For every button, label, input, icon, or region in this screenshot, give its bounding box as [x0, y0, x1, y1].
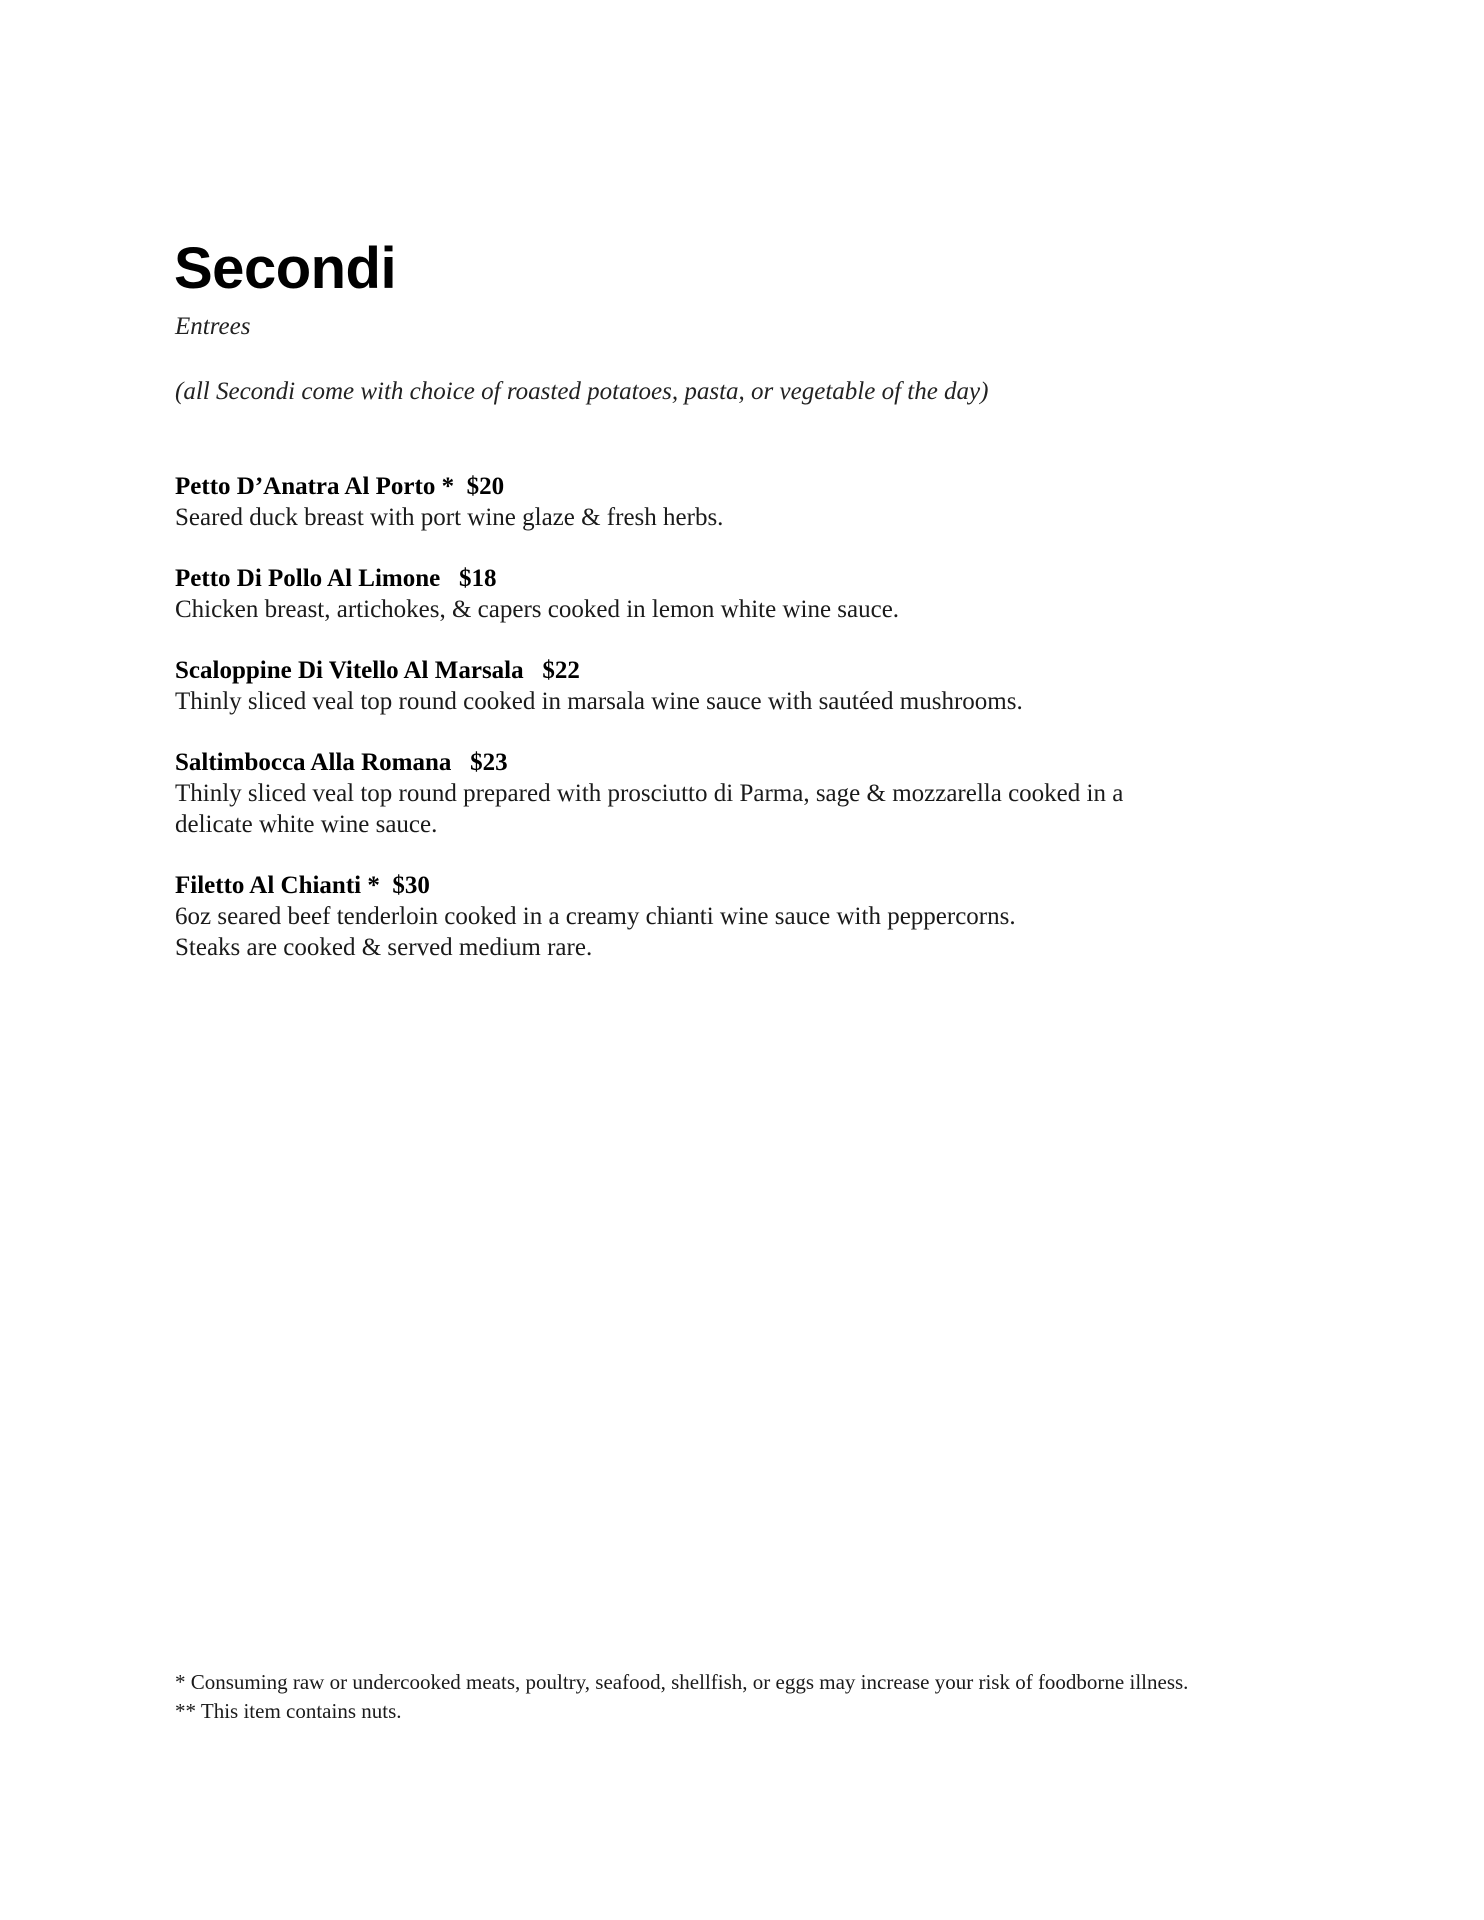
menu-item-description-line: delicate white wine sauce.: [175, 811, 438, 838]
menu-item: [175, 747, 1285, 840]
menu-item-header: [175, 655, 1285, 686]
menu-item-description-line: Chicken breast, artichokes, & capers cooked in lemon white wine sauce.: [175, 596, 900, 623]
page-subtitle: Entrees: [175, 313, 251, 340]
footnote-nuts: ** This item contains nuts.: [175, 1699, 402, 1723]
menu-item-description-line: Thinly sliced veal top round prepared with prosciutto di Parma, sage & mozzarella cooked in a: [175, 780, 1124, 807]
menu-item-header: [175, 747, 1285, 778]
menu-item-description: [175, 778, 1285, 840]
menu-item-header: [175, 563, 1285, 594]
menu-item-price: $23: [470, 749, 508, 776]
menu-item: [175, 870, 1285, 963]
menu-items-list: [175, 471, 1285, 993]
menu-item-name: Petto Di Pollo Al Limone: [175, 565, 441, 592]
menu-item-description: [175, 594, 1285, 625]
menu-item-description: [175, 686, 1285, 717]
menu-item-description: [175, 502, 1285, 533]
menu-item-name: Filetto Al Chianti *: [175, 872, 380, 899]
menu-item-description-line: Seared duck breast with port wine glaze & fresh herbs.: [175, 504, 724, 531]
menu-item: [175, 471, 1285, 533]
page-title: Secondi: [174, 236, 397, 301]
menu-item: [175, 655, 1285, 717]
footnotes: [175, 1668, 1188, 1726]
menu-item-description-line: 6oz seared beef tenderloin cooked in a creamy chianti wine sauce with peppercorns.: [175, 903, 1016, 930]
menu-item-header: [175, 870, 1285, 901]
menu-item-price: $30: [392, 872, 430, 899]
menu-item-name: Scaloppine Di Vitello Al Marsala: [175, 657, 524, 684]
menu-item-name: Petto D’Anatra Al Porto *: [175, 473, 455, 500]
menu-item-price: $18: [459, 565, 497, 592]
sides-note: (all Secondi come with choice of roasted potatoes, pasta, or vegetable of the day): [175, 378, 989, 405]
menu-item-name: Saltimbocca Alla Romana: [175, 749, 452, 776]
menu-item-price: $22: [542, 657, 580, 684]
footnote-raw-food-warning: * Consuming raw or undercooked meats, poultry, seafood, shellfish, or eggs may increase your risk of foodborne illness.: [175, 1670, 1189, 1694]
menu-item: [175, 563, 1285, 625]
menu-item-price: $20: [466, 473, 505, 500]
menu-item-description-line: Steaks are cooked & served medium rare.: [175, 934, 593, 961]
menu-item-header: [175, 471, 1285, 502]
menu-item-description: [175, 901, 1285, 963]
menu-item-description-line: Thinly sliced veal top round cooked in marsala wine sauce with sautéed mushrooms.: [175, 688, 1023, 715]
